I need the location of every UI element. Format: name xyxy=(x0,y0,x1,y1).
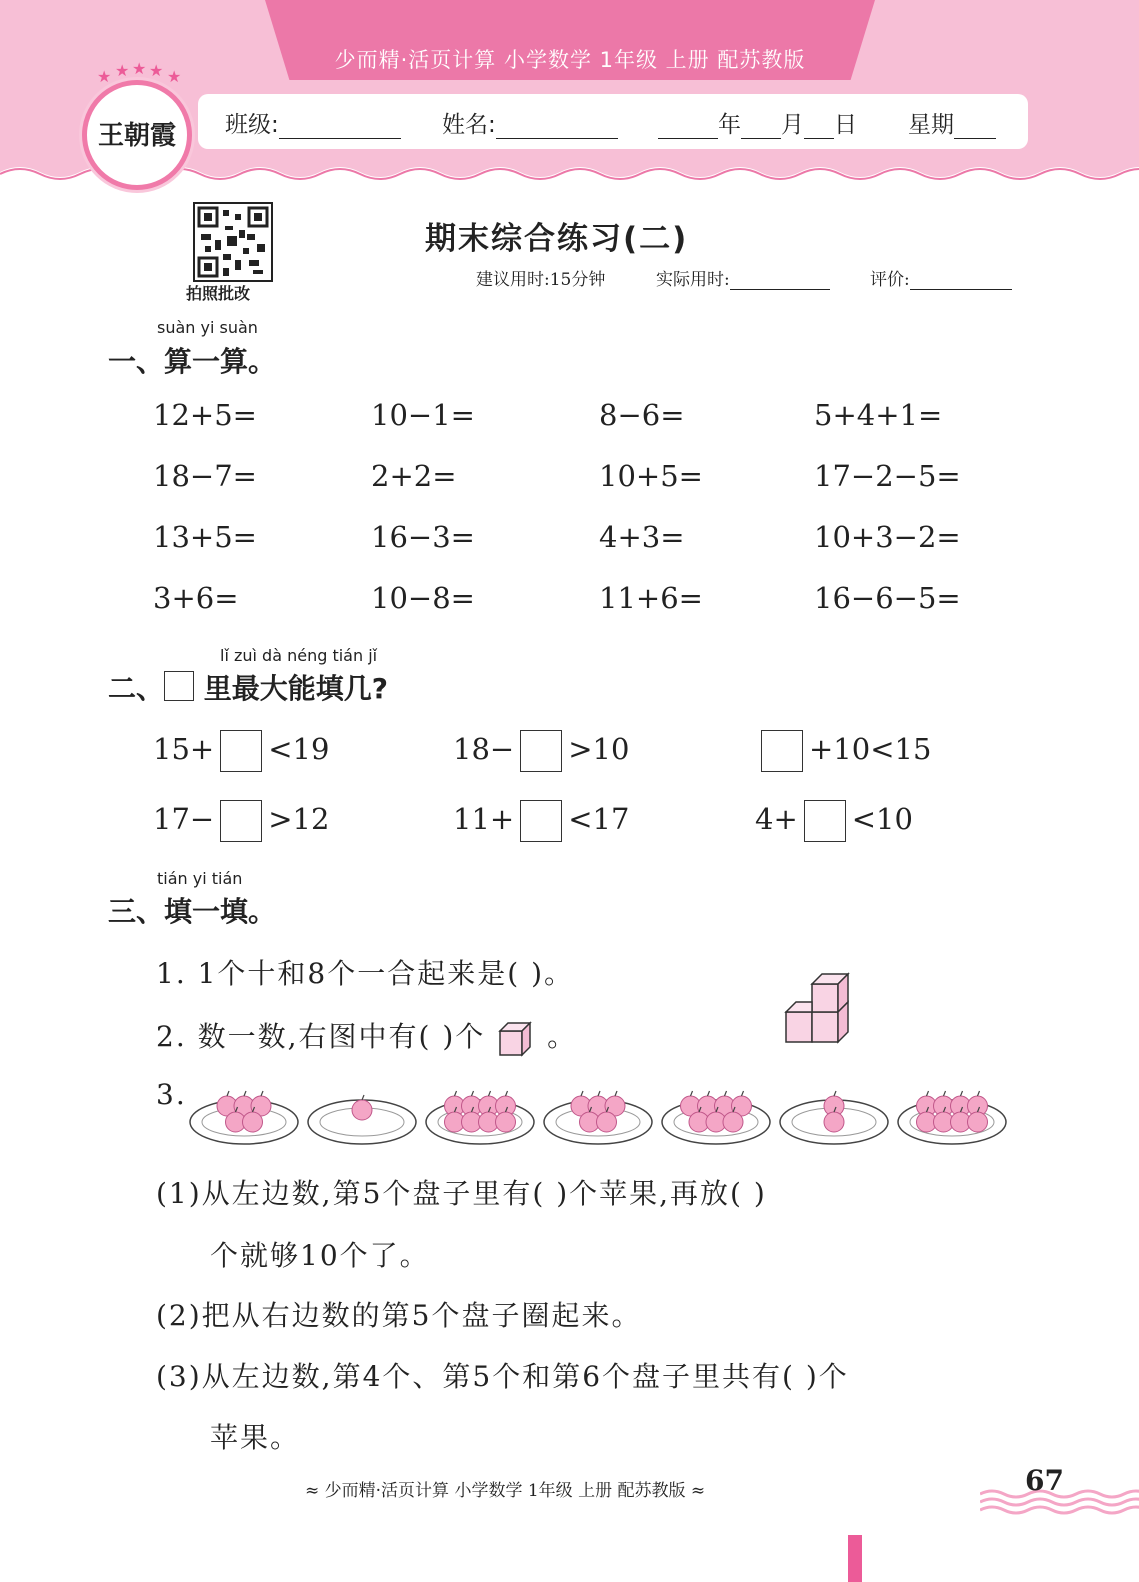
apple-stem xyxy=(961,1091,963,1096)
month-label: 月 xyxy=(781,112,804,138)
calc-expression: 5+4+1= xyxy=(814,398,943,432)
question-2-end: 。 xyxy=(547,1020,578,1053)
weekday-label: 星期 xyxy=(908,112,954,138)
star-icon: ★ xyxy=(132,59,147,78)
calc-expression: 11+6= xyxy=(599,581,703,615)
calc-expression: 17−2−5= xyxy=(814,459,961,493)
calc-expression: 12+5= xyxy=(153,398,257,432)
answer-box[interactable] xyxy=(220,800,262,842)
section3-heading: 三、填一填。 xyxy=(108,895,277,928)
brand-logo xyxy=(82,59,192,190)
answer-box[interactable] xyxy=(761,730,803,772)
question-1: 1. 1个十和8个一合起来是( )。 xyxy=(156,957,574,990)
subquestion-1: (1)从左边数,第5个盘子里有( )个苹果,再放( ) xyxy=(156,1177,767,1210)
calc-expression: 3+6= xyxy=(153,581,239,615)
page-marker xyxy=(848,1535,862,1582)
day-label: 日 xyxy=(834,112,857,138)
date-field[interactable] xyxy=(658,106,857,139)
actual-time-field[interactable] xyxy=(656,265,830,290)
logo-text: 王朝霞 xyxy=(97,121,176,151)
apple-stem xyxy=(691,1091,693,1096)
cube-icon xyxy=(496,1019,536,1059)
fill-box-item xyxy=(153,730,329,772)
year-label: 年 xyxy=(718,112,741,138)
apple-icon xyxy=(496,1112,516,1132)
fill-box-item xyxy=(755,800,913,842)
star-icon: ★ xyxy=(115,61,130,80)
footer-text: ≈ 少而精·活页计算 小学数学 1年级 上册 配苏教版 ≈ xyxy=(305,1481,706,1501)
question-2-text: 2. 数一数,右图中有( )个 xyxy=(156,1020,486,1053)
calc-expression: 16−6−5= xyxy=(814,581,961,615)
apple-stem xyxy=(581,1091,583,1096)
item-suffix: <19 xyxy=(268,732,330,766)
apple-stem xyxy=(362,1095,364,1100)
plate[interactable] xyxy=(190,1091,298,1144)
apple-stem xyxy=(725,1091,727,1096)
calc-expression: 13+5= xyxy=(153,520,257,554)
plate[interactable] xyxy=(308,1095,416,1144)
item-prefix: 15+ xyxy=(153,732,215,766)
subquestion-3: (3)从左边数,第4个、第5个和第6个盘子里共有( )个 xyxy=(156,1360,849,1393)
apple-stem xyxy=(742,1091,744,1096)
apple-stem xyxy=(455,1091,457,1096)
page-title: 期末综合练习(二) xyxy=(425,221,689,257)
apple-stem xyxy=(978,1091,980,1096)
item-suffix: <10 xyxy=(851,802,913,836)
fill-box-item xyxy=(755,730,931,772)
item-prefix: 18− xyxy=(453,732,515,766)
calc-expression: 16−3= xyxy=(371,520,475,554)
apple-stem xyxy=(615,1091,617,1096)
name-label: 姓名: xyxy=(442,112,496,138)
calc-expression: 10+5= xyxy=(599,459,703,493)
apple-stem xyxy=(244,1091,246,1096)
qr-code-icon xyxy=(195,204,271,280)
item-suffix: >10 xyxy=(568,732,630,766)
question-2 xyxy=(156,1015,577,1059)
calc-expression: 10−8= xyxy=(371,581,475,615)
cube-stack-icon xyxy=(782,972,862,1047)
calc-expression: 10−1= xyxy=(371,398,475,432)
plate[interactable] xyxy=(662,1091,770,1144)
apple-icon xyxy=(597,1112,617,1132)
apple-stem xyxy=(227,1091,229,1096)
calc-expression: 2+2= xyxy=(371,459,457,493)
class-label: 班级: xyxy=(225,112,279,138)
actual-time-label: 实际用时: xyxy=(656,270,730,290)
qr-caption: 拍照批改 xyxy=(186,284,251,303)
fill-box-item xyxy=(453,800,629,842)
section2-heading xyxy=(108,667,388,707)
star-icon: ★ xyxy=(149,61,164,80)
evaluation-field[interactable] xyxy=(870,265,1012,290)
weekday-field[interactable] xyxy=(908,106,996,139)
answer-box[interactable] xyxy=(520,730,562,772)
apple-icon xyxy=(723,1112,743,1132)
apple-stem xyxy=(506,1091,508,1096)
plates-row xyxy=(188,1078,1028,1148)
plate[interactable] xyxy=(780,1091,888,1144)
calc-expression: 4+3= xyxy=(599,520,685,554)
subquestion-3-cont: 苹果。 xyxy=(210,1421,301,1454)
apple-stem xyxy=(472,1091,474,1096)
evaluation-label: 评价: xyxy=(870,270,910,290)
apple-stem xyxy=(598,1091,600,1096)
answer-box[interactable] xyxy=(520,800,562,842)
plate[interactable] xyxy=(426,1091,534,1144)
suggested-time: 建议用时:15分钟 xyxy=(476,270,606,290)
qr-code[interactable] xyxy=(193,202,273,282)
item-prefix: 17− xyxy=(153,802,215,836)
star-icon: ★ xyxy=(167,67,182,86)
section1-pinyin: suàn yi suàn xyxy=(157,318,258,337)
section2-pinyin: lǐ zuì dà néng tián jǐ xyxy=(220,646,378,665)
fill-box-item xyxy=(153,800,329,842)
apple-stem xyxy=(944,1091,946,1096)
answer-box[interactable] xyxy=(220,730,262,772)
star-icon: ★ xyxy=(97,67,112,86)
apple-stem xyxy=(489,1091,491,1096)
apple-stem xyxy=(708,1091,710,1096)
apple-stem xyxy=(834,1091,836,1096)
page-number: 67 xyxy=(1025,1464,1064,1497)
calc-expression: 18−7= xyxy=(153,459,257,493)
item-prefix: 11+ xyxy=(453,802,515,836)
subquestion-2: (2)把从右边数的第5个盘子圈起来。 xyxy=(156,1299,642,1332)
question-3-label: 3. xyxy=(156,1078,187,1111)
apple-stem xyxy=(927,1091,929,1096)
section3-pinyin: tián yi tián xyxy=(157,869,243,888)
plate[interactable] xyxy=(898,1091,1006,1144)
calc-expression: 8−6= xyxy=(599,398,685,432)
fill-box-item xyxy=(453,730,629,772)
apple-icon xyxy=(968,1112,988,1132)
answer-box[interactable] xyxy=(804,800,846,842)
apple-icon xyxy=(352,1100,372,1120)
apple-stem xyxy=(261,1091,263,1096)
item-prefix: 4+ xyxy=(755,802,798,836)
item-suffix: +10<15 xyxy=(809,732,932,766)
item-suffix: <17 xyxy=(568,802,630,836)
apple-icon xyxy=(824,1112,844,1132)
section2-prefix: 二、 xyxy=(108,672,165,705)
item-suffix: >12 xyxy=(268,802,330,836)
calc-expression: 10+3−2= xyxy=(814,520,961,554)
name-field[interactable] xyxy=(442,106,618,139)
apple-icon xyxy=(243,1112,263,1132)
box-icon xyxy=(164,671,194,701)
plate[interactable] xyxy=(544,1091,652,1144)
class-field[interactable] xyxy=(225,106,401,139)
section1-heading: 一、算一算。 xyxy=(108,345,277,378)
subquestion-1-cont: 个就够10个了。 xyxy=(210,1239,430,1272)
series-title: 少而精·活页计算 小学数学 1年级 上册 配苏教版 xyxy=(334,48,806,72)
section2-suffix: 里最大能填几? xyxy=(203,672,389,705)
